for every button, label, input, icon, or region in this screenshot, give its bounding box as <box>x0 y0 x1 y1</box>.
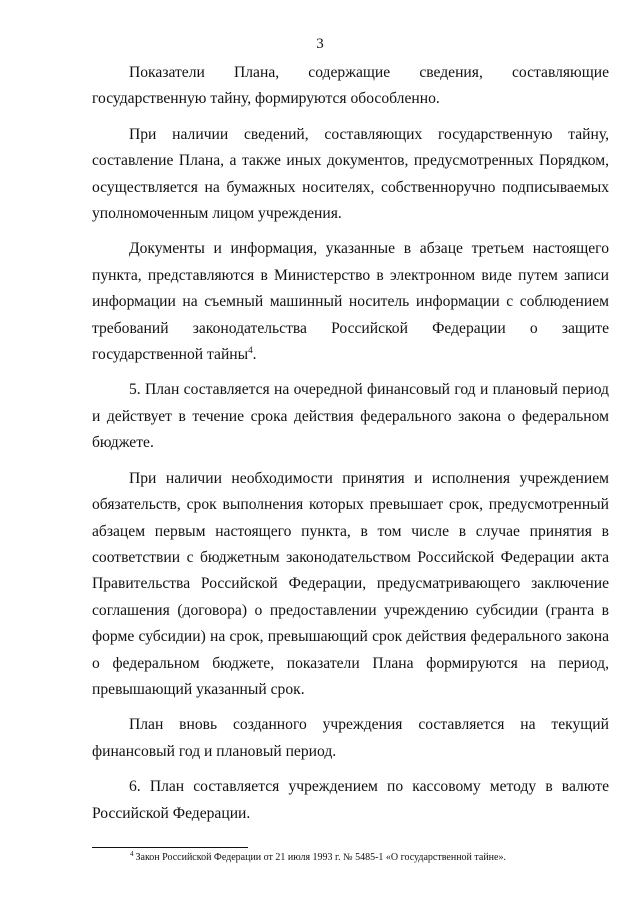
paragraph-new-institution: План вновь созданного учреждения составляется на текущий финансовый год и плановый период. <box>92 716 609 760</box>
paragraph-electronic-submission-text: Документы и информация, указанные в абзаце третьем настоящего пункта, представляются в Министерство в электронном виде путем записи информации на съемный машинный носитель информации с соблюдением требований законодательства Российской Федерации о защите государственной тайны <box>92 240 609 364</box>
footnote-number: 4 <box>130 849 134 858</box>
footnote <box>130 851 600 865</box>
paragraph-long-term-obligations: При наличии необходимости принятия и исполнения учреждением обязательств, срок выполнения которых превышает срок, предусмотренный абзацем первым настоящего пункта, в том числе в случае принятия в соответствии с бюджетным законодательством Российской Федерации акта Правительства Российской Федерации, предусматривающего заключение соглашения (договора) о предоставлении учреждению субсидии (гранта в форме субсидии) на срок, превышающий срок действия федерального закона о федеральном бюджете, показатели Плана формируются на период, превышающий указанный срок. <box>92 469 609 698</box>
paragraph-electronic-submission <box>92 236 609 368</box>
sentence-end: . <box>252 346 257 364</box>
paragraph-secret-indicators: Показатели Плана, содержащие сведения, составляющие государственную тайну, формируются обособленно. <box>92 64 609 108</box>
paragraph-paper-carriers: При наличии сведений, составляющих государственную тайну, составление Плана, а также иных документов, предусмотренных Порядком, осуществляется на бумажных носителях, собственноручно подписываемых уполномоченным лицом учреждения. <box>92 125 609 223</box>
footnote-reference[interactable]: 4 <box>248 344 253 355</box>
footnote-text: Закон Российской Федерации от 21 июля 1993 г. № 5485-1 «О государственной тайне». <box>135 852 506 863</box>
paragraph-item-5: 5. План составляется на очередной финансовый год и плановый период и действует в течение срока действия федерального закона о федеральном бюджете. <box>92 381 609 452</box>
paragraph-item-6: 6. План составляется учреждением по кассовому методу в валюте Российской Федерации. <box>92 778 609 822</box>
footnote-separator <box>92 847 248 848</box>
page-number: 3 <box>316 36 324 52</box>
document-body <box>92 60 609 827</box>
